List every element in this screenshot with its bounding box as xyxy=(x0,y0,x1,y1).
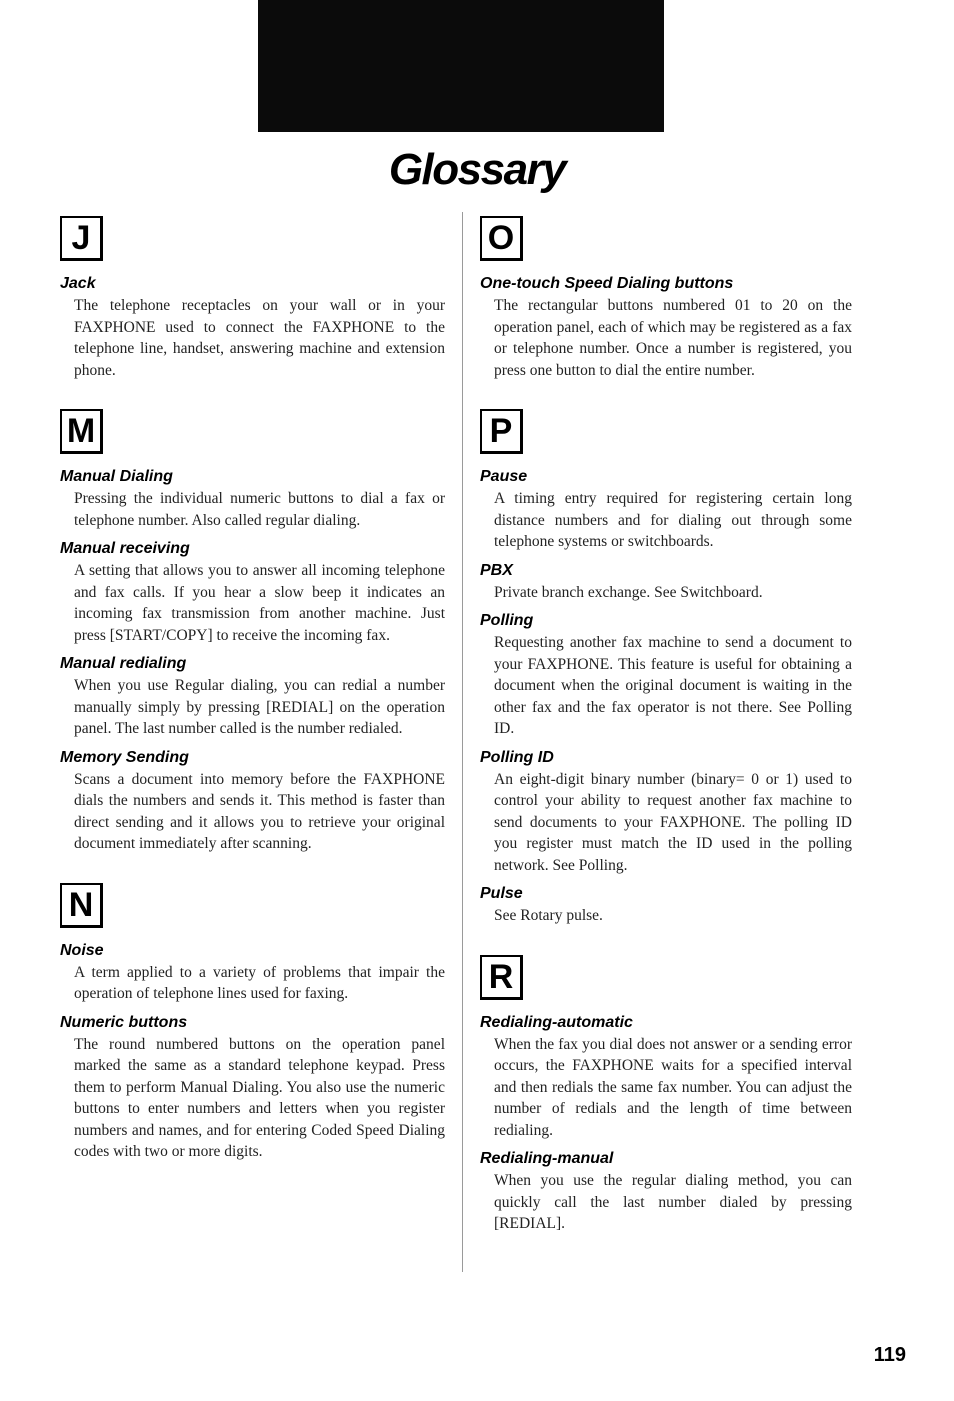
glossary-definition: A timing entry required for registering certain long distance numbers and for dialing out through some telephone systems or switchboards. xyxy=(494,490,852,550)
glossary-definition: When you use Regular dialing, you can redial a number manually simply by pressing [REDIAL] on the operation panel. The last number called is the number redialed. xyxy=(74,677,445,737)
glossary-entry xyxy=(480,466,852,553)
glossary-entry xyxy=(480,560,852,604)
letter-section-j xyxy=(60,210,445,381)
letter-section-m xyxy=(60,403,445,855)
glossary-term: Noise xyxy=(60,941,104,959)
letter-heading-n: N xyxy=(60,883,103,928)
glossary-term: Redialing-manual xyxy=(480,1150,614,1167)
glossary-term: Memory Sending xyxy=(60,748,189,766)
glossary-entry xyxy=(60,653,445,740)
glossary-definition: A setting that allows you to answer all incoming telephone and fax calls. If you hear a slow beep it indicates an incoming fax transmission from another machine. Just press [START/COPY] to receive the incoming fax. xyxy=(74,562,445,644)
glossary-entry xyxy=(60,466,445,531)
page-title: Glossary xyxy=(388,145,566,194)
letter-section-p xyxy=(480,403,852,927)
letter-heading-o: O xyxy=(480,216,523,261)
column-divider xyxy=(462,212,463,1272)
glossary-definition: The round numbered buttons on the operation panel marked the same as a standard telephone keypad. Press them to perform Manual Dialing. You also use the numeric buttons to enter numbers and letters when you register numbers and names, and for entering Coded Speed Dialing codes with two or more digits. xyxy=(74,1035,445,1160)
glossary-entry xyxy=(60,940,445,1005)
letter-section-o xyxy=(480,210,852,381)
glossary-entry xyxy=(480,1012,852,1142)
glossary-term: One-touch Speed Dialing buttons xyxy=(480,275,734,292)
left-column xyxy=(60,210,445,1170)
glossary-definition: When you use the regular dialing method, you can quickly call the last number dialed by pressing [REDIAL]. xyxy=(494,1172,852,1232)
letter-heading-j: J xyxy=(60,216,103,261)
glossary-definition: When the fax you dial does not answer or a sending error occurs, the FAXPHONE waits for a specified interval and then redials the same fax number. You can adjust the number of redials and the length of time between redialing. xyxy=(494,1035,852,1139)
glossary-entry xyxy=(60,273,445,381)
right-column xyxy=(480,210,852,1242)
glossary-entry xyxy=(480,610,852,740)
glossary-term: Redialing-automatic xyxy=(480,1013,633,1031)
glossary-entry xyxy=(60,747,445,855)
glossary-entry xyxy=(60,538,445,646)
glossary-definition: A term applied to a variety of problems that impair the operation of telephone lines used for faxing. xyxy=(74,963,445,1002)
glossary-entry xyxy=(480,273,852,381)
letter-heading-r: R xyxy=(480,955,523,1000)
glossary-definition: The telephone receptacles on your wall or in your FAXPHONE used to connect the FAXPHONE to the telephone line, handset, answering machine and extension phone. xyxy=(74,297,445,379)
glossary-term: Polling xyxy=(480,612,534,629)
letter-section-n xyxy=(60,877,445,1163)
glossary-term: Pause xyxy=(480,468,528,485)
page-number: 119 xyxy=(873,1344,906,1366)
glossary-definition: The rectangular buttons numbered 01 to 20 on the operation panel, each of which may be registered as a fax or telephone number. Once a number is registered, you press one button to dial the entire number. xyxy=(494,297,852,379)
header-black-bar xyxy=(258,0,664,132)
glossary-definition: Private branch exchange. See Switchboard. xyxy=(494,583,763,601)
glossary-term: Manual redialing xyxy=(60,655,187,672)
letter-heading-p: P xyxy=(480,409,523,454)
glossary-entry xyxy=(480,747,852,877)
glossary-term: PBX xyxy=(480,561,513,579)
glossary-term: Polling ID xyxy=(480,748,554,766)
glossary-definition: An eight-digit binary number (binary= 0 or 1) used to control your ability to request another fax machine to send documents to your FAXPHONE. The polling ID you register must match the ID used in the polling network. See Polling. xyxy=(494,770,852,874)
glossary-entry xyxy=(60,1012,445,1163)
glossary-term: Manual receiving xyxy=(60,540,190,557)
glossary-definition: Pressing the individual numeric buttons to dial a fax or telephone number. Also called regular dialing. xyxy=(74,490,445,529)
glossary-definition: Scans a document into memory before the FAXPHONE dials the numbers and sends it. This method is faster than direct sending and it allows you to retrieve your original document immediately after scanning. xyxy=(74,770,445,852)
glossary-definition: See Rotary pulse. xyxy=(494,907,603,924)
glossary-term: Jack xyxy=(60,275,96,292)
glossary-entry xyxy=(480,1148,852,1235)
glossary-entry xyxy=(480,883,852,927)
letter-section-r xyxy=(480,949,852,1235)
letter-heading-m: M xyxy=(60,409,103,454)
glossary-term: Pulse xyxy=(480,885,523,902)
glossary-definition: Requesting another fax machine to send a document to your FAXPHONE. This feature is useful for obtaining a document when the original document is waiting in the other fax and the fax operator is not there. See Polling ID. xyxy=(494,634,852,737)
glossary-term: Numeric buttons xyxy=(60,1013,188,1031)
glossary-term: Manual Dialing xyxy=(60,468,173,485)
